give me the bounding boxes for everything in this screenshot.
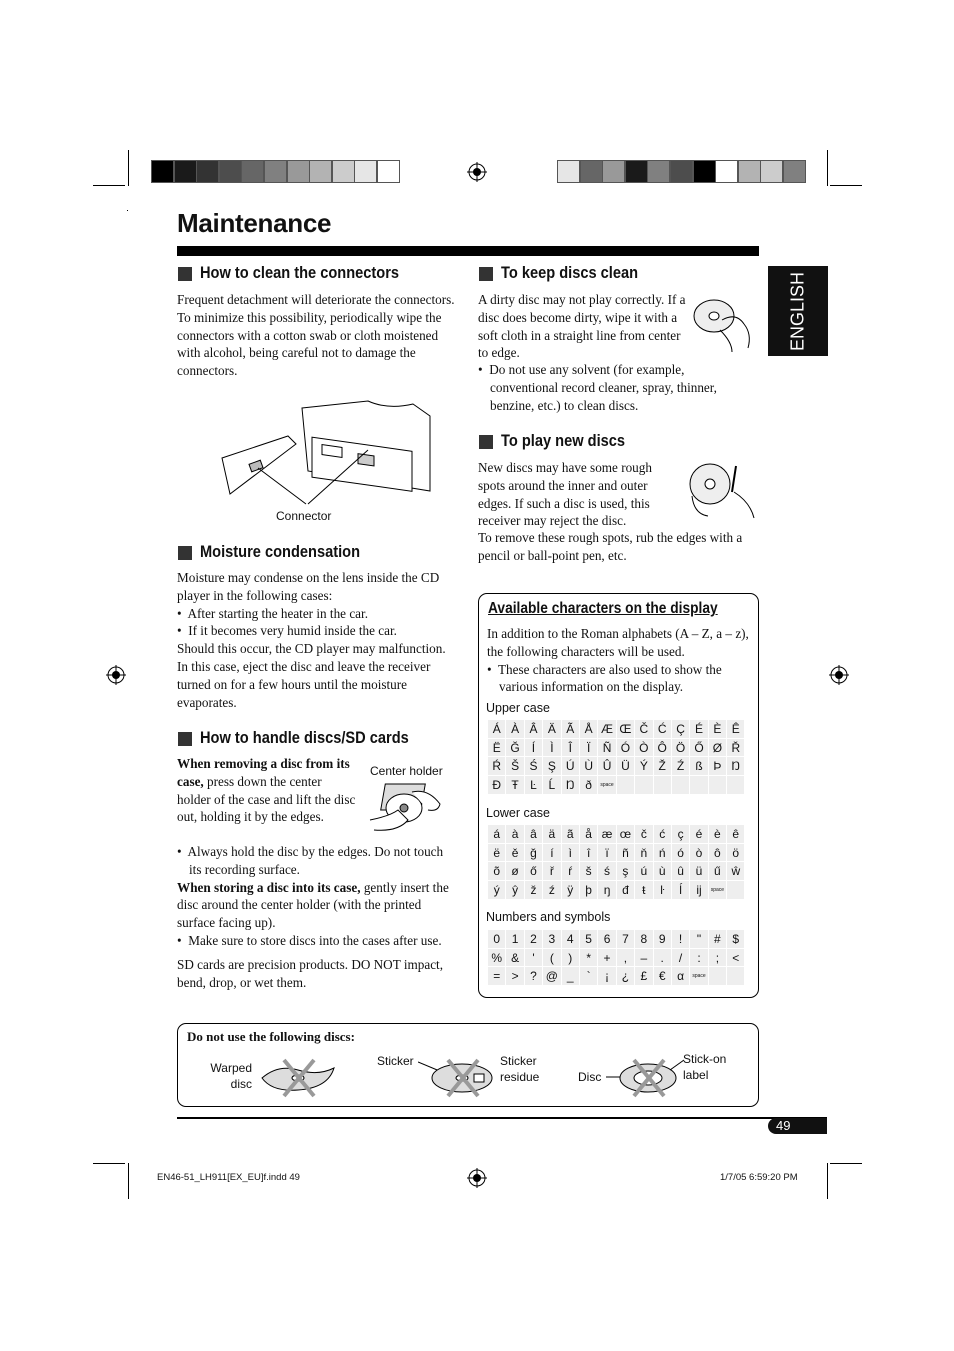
char-cell: ij <box>690 881 708 900</box>
sticker-disc-crossed-icon <box>418 1056 498 1098</box>
color-swatch <box>309 160 332 183</box>
char-cell: þ <box>579 881 597 900</box>
char-cell: space <box>598 776 616 795</box>
char-cell: ô <box>708 843 726 862</box>
color-swatch <box>264 160 287 183</box>
char-cell: ŧ <box>635 881 653 900</box>
char-cell: = <box>488 967 506 986</box>
char-cell: . <box>653 948 671 967</box>
char-cell: Š <box>506 757 524 776</box>
connector-illustration <box>218 396 448 508</box>
char-cell: , <box>616 948 634 967</box>
char-cell: Å <box>579 720 597 739</box>
lower-case-table <box>487 824 745 900</box>
char-cell: " <box>690 930 708 949</box>
char-cell: Ý <box>635 757 653 776</box>
numbers-table <box>487 929 745 986</box>
char-cell: ÿ <box>561 881 579 900</box>
connectors-heading: How to clean the connectors <box>200 263 400 282</box>
char-cell: Û <box>598 757 616 776</box>
char-cell: Ú <box>561 757 579 776</box>
char-cell: Ñ <box>598 738 616 757</box>
handle-heading: How to handle discs/SD cards <box>200 728 409 747</box>
char-cell: # <box>708 930 726 949</box>
char-cell: ç <box>671 825 689 844</box>
page-title: Maintenance <box>177 208 332 238</box>
char-cell: ë <box>488 843 506 862</box>
char-cell <box>690 776 708 795</box>
available-text <box>487 625 749 696</box>
do-not-use-heading: Do not use the following discs: <box>187 1029 355 1044</box>
warped-disc-crossed-icon <box>258 1056 338 1098</box>
char-cell: ŵ <box>727 862 745 881</box>
char-cell: è <box>708 825 726 844</box>
sd-text: SD cards are precision products. DO NOT impact, bend, drop, or wet them. <box>177 956 444 990</box>
page-number: 49 <box>768 1118 827 1134</box>
bottom-rule <box>177 1117 827 1119</box>
registration-mark-icon <box>467 1168 487 1188</box>
char-cell: Ź <box>671 757 689 776</box>
color-swatch <box>647 160 670 183</box>
char-row <box>488 757 745 776</box>
char-cell: 8 <box>635 930 653 949</box>
char-row <box>488 967 745 986</box>
char-cell: ű <box>708 862 726 881</box>
char-cell: ï <box>598 843 616 862</box>
char-cell: Î <box>561 738 579 757</box>
moisture-bullet: • If it becomes very humid inside the car. <box>177 623 397 639</box>
char-cell: ş <box>616 862 634 881</box>
char-cell: À <box>506 720 524 739</box>
char-cell: é <box>690 825 708 844</box>
char-cell: @ <box>543 967 561 986</box>
color-swatch <box>332 160 355 183</box>
char-cell: _ <box>561 967 579 986</box>
removing-bold: When removing a disc from its case, <box>177 756 350 789</box>
color-swatch <box>760 160 783 183</box>
char-cell: û <box>671 862 689 881</box>
char-cell: ź <box>543 881 561 900</box>
char-cell: Ŋ <box>561 776 579 795</box>
color-swatch <box>151 160 174 183</box>
section-marker-icon <box>479 435 493 449</box>
pencil-disc-illustration <box>684 458 758 520</box>
char-cell: ě <box>506 843 524 862</box>
available-heading: Available characters on the display <box>488 600 718 617</box>
char-cell: É <box>690 720 708 739</box>
char-cell: ; <box>708 948 726 967</box>
char-cell: space <box>708 881 726 900</box>
char-cell: à <box>506 825 524 844</box>
color-swatch <box>580 160 603 183</box>
char-cell: ó <box>671 843 689 862</box>
char-cell: Ò <box>635 738 653 757</box>
new-discs-para2: To remove these rough spots, rub the edges with a pencil or ball-point pen, etc. <box>478 530 743 563</box>
char-cell: < <box>727 948 745 967</box>
char-cell: Ù <box>579 757 597 776</box>
crop-mark <box>827 150 828 186</box>
color-swatch <box>241 160 264 183</box>
char-cell: ś <box>598 862 616 881</box>
char-cell: ì <box>561 843 579 862</box>
moisture-heading: Moisture condensation <box>200 542 361 561</box>
char-cell: ŕ <box>561 862 579 881</box>
color-swatch <box>354 160 377 183</box>
char-cell: 4 <box>561 930 579 949</box>
char-cell: * <box>579 948 597 967</box>
char-cell: ğ <box>524 843 542 862</box>
section-marker-icon <box>479 267 493 281</box>
char-cell: 9 <box>653 930 671 949</box>
handle-bullet1: • Always hold the disc by the edges. Do not touch its recording surface. <box>177 844 444 877</box>
crop-mark <box>128 150 129 186</box>
char-cell: î <box>579 843 597 862</box>
char-cell: å <box>579 825 597 844</box>
char-cell: õ <box>488 862 506 881</box>
char-cell: Ŋ <box>727 757 745 776</box>
char-cell: Â <box>524 720 542 739</box>
connectors-para1: Frequent detachment will deteriorate the connectors. <box>177 292 455 307</box>
char-cell: Ő <box>690 738 708 757</box>
char-cell: & <box>506 948 524 967</box>
char-cell: 2 <box>524 930 542 949</box>
char-cell: Ğ <box>506 738 524 757</box>
char-cell: Ã <box>561 720 579 739</box>
color-swatch <box>783 160 806 183</box>
char-cell: ŋ <box>598 881 616 900</box>
handle-text <box>177 843 457 991</box>
char-cell: 1 <box>506 930 524 949</box>
footer-file: EN46-51_LH911[EX_EU]f.indd 49 <box>157 1172 300 1183</box>
char-cell <box>653 776 671 795</box>
char-cell <box>727 967 745 986</box>
char-cell: ý <box>488 881 506 900</box>
disc-case-illustration <box>368 780 448 835</box>
new-discs-heading: To play new discs <box>501 431 626 450</box>
char-cell: ã <box>561 825 579 844</box>
center-holder-label: Center holder <box>370 764 443 778</box>
char-cell: – <box>635 948 653 967</box>
char-cell: Ä <box>543 720 561 739</box>
color-swatch <box>219 160 242 183</box>
char-cell: 5 <box>579 930 597 949</box>
char-cell: ß <box>690 757 708 776</box>
char-cell: ö <box>727 843 745 862</box>
char-cell: Þ <box>708 757 726 776</box>
char-cell: Ĺ <box>543 776 561 795</box>
char-cell: space <box>690 967 708 986</box>
sticker-residue-label: Sticker residue <box>500 1054 540 1084</box>
char-cell: œ <box>616 825 634 844</box>
char-cell: 3 <box>543 930 561 949</box>
char-cell: Ê <box>727 720 745 739</box>
char-cell: ` <box>579 967 597 986</box>
char-cell: ¿ <box>616 967 634 986</box>
char-cell: Ì <box>543 738 561 757</box>
char-cell: $ <box>727 930 745 949</box>
char-cell: Ŕ <box>488 757 506 776</box>
char-cell: Í <box>524 738 542 757</box>
color-swatch <box>670 160 693 183</box>
color-swatch <box>377 160 400 183</box>
color-swatch <box>625 160 648 183</box>
handle-bullet2: • Make sure to store discs into the cases after use. <box>177 932 442 948</box>
char-cell: ? <box>524 967 542 986</box>
char-cell: ( <box>543 948 561 967</box>
char-cell: È <box>708 720 726 739</box>
crop-mark <box>127 210 128 211</box>
char-cell: Ó <box>616 738 634 757</box>
char-cell <box>708 967 726 986</box>
char-cell: ê <box>727 825 745 844</box>
char-cell: Ş <box>543 757 561 776</box>
char-cell <box>671 776 689 795</box>
char-row <box>488 930 745 949</box>
char-cell <box>616 776 634 795</box>
char-cell: ü <box>690 862 708 881</box>
removing-text: press down the center holder of the case and lift the disc out, holding it by the edges. <box>177 773 356 825</box>
upper-case-table <box>487 719 745 795</box>
wiping-disc-illustration <box>692 290 758 354</box>
char-cell: > <box>506 967 524 986</box>
registration-mark-icon <box>106 665 126 685</box>
handle-removing <box>177 755 357 826</box>
lower-case-label: Lower case <box>486 806 550 820</box>
char-cell: Ë <box>488 738 506 757</box>
char-cell: Ć <box>653 720 671 739</box>
color-swatch <box>693 160 716 183</box>
char-row <box>488 843 745 862</box>
storing-bold: When storing a disc into its case, <box>177 879 361 895</box>
char-cell: ĺ <box>671 881 689 900</box>
numbers-label: Numbers and symbols <box>486 910 611 924</box>
char-cell: ø <box>506 862 524 881</box>
char-cell: ń <box>653 843 671 862</box>
section-marker-icon <box>178 546 192 560</box>
char-row <box>488 948 745 967</box>
crop-mark <box>93 1163 125 1164</box>
char-cell: ù <box>653 862 671 881</box>
char-cell: Ü <box>616 757 634 776</box>
section-marker-icon <box>178 267 192 281</box>
char-row <box>488 776 745 795</box>
char-cell <box>708 776 726 795</box>
char-cell: ú <box>635 862 653 881</box>
available-para: In addition to the Roman alphabets (A – Z, a – z), the following characters will be used. <box>487 626 749 659</box>
char-cell: č <box>635 825 653 844</box>
char-cell: Ç <box>671 720 689 739</box>
keep-clean-para: A dirty disc may not play correctly. If a disc does become dirty, wipe it with a soft cloth in a straight line from center to edge. <box>478 292 686 361</box>
char-cell <box>727 881 745 900</box>
char-cell: Đ <box>488 776 506 795</box>
char-cell: / <box>671 948 689 967</box>
sticker-label: Sticker <box>377 1054 414 1068</box>
color-swatch <box>174 160 197 183</box>
char-cell: € <box>653 967 671 986</box>
stickon-label: Stick-on label <box>683 1052 727 1082</box>
char-cell: Ž <box>653 757 671 776</box>
char-cell: % <box>488 948 506 967</box>
upper-case-label: Upper case <box>486 701 550 715</box>
storing-text: gently insert the disc around the center holder (with the printed surface facing up). <box>177 879 449 931</box>
char-cell: š <box>579 862 597 881</box>
registration-mark-icon <box>467 162 487 182</box>
crop-mark <box>830 185 862 186</box>
footer-timestamp: 1/7/05 6:59:20 PM <box>720 1172 798 1183</box>
char-cell: ñ <box>616 843 634 862</box>
title-rule <box>177 246 759 256</box>
char-row <box>488 738 745 757</box>
char-cell: ŷ <box>506 881 524 900</box>
char-cell: 6 <box>598 930 616 949</box>
char-row <box>488 881 745 900</box>
moisture-text <box>177 569 457 711</box>
char-cell: ř <box>543 862 561 881</box>
char-cell: ä <box>543 825 561 844</box>
char-cell: ž <box>524 881 542 900</box>
moisture-outro: Should this occur, the CD player may malfunction. In this case, eject the disc and leave the receiver turned on for a few hours until the moisture evaporates. <box>177 641 446 710</box>
char-cell: Á <box>488 720 506 739</box>
connectors-para2: To minimize this possibility, periodically wipe the connectors with a cotton swab or cloth moistened with alcohol, being careful not to damage the connectors. <box>177 309 442 379</box>
char-cell: £ <box>635 967 653 986</box>
disc-label: Disc <box>578 1070 602 1084</box>
registration-mark-icon <box>829 665 849 685</box>
char-cell: ) <box>561 948 579 967</box>
char-cell: Ś <box>524 757 542 776</box>
available-bullet: • These characters are also used to show the various information on the display. <box>487 661 722 695</box>
color-swatch <box>196 160 219 183</box>
char-cell: + <box>598 948 616 967</box>
char-row <box>488 862 745 881</box>
new-discs-para1: New discs may have some rough spots around the inner and outer edges. If such a disc is used, this receiver may reject the disc. <box>478 460 652 529</box>
char-cell: Ö <box>671 738 689 757</box>
stickon-disc-crossed-icon <box>606 1056 686 1098</box>
color-swatch <box>557 160 580 183</box>
char-cell: Ï <box>579 738 597 757</box>
char-cell: ň <box>635 843 653 862</box>
char-cell: Č <box>635 720 653 739</box>
section-marker-icon <box>178 732 192 746</box>
char-cell: đ <box>616 881 634 900</box>
moisture-bullet: • After starting the heater in the car. <box>177 605 369 621</box>
char-cell: : <box>690 948 708 967</box>
char-cell: á <box>488 825 506 844</box>
language-tab: ENGLISH <box>768 266 828 356</box>
char-row <box>488 825 745 844</box>
char-cell: Ô <box>653 738 671 757</box>
keep-clean-bullet: • Do not use any solvent (for example, conventional record cleaner, spray, thinner, benzine, etc.) to clean discs. <box>478 362 717 413</box>
color-swatch <box>715 160 738 183</box>
char-cell: Ø <box>708 738 726 757</box>
crop-mark <box>827 1163 828 1199</box>
char-cell: ő <box>524 862 542 881</box>
char-cell: ò <box>690 843 708 862</box>
char-cell: 0 <box>488 930 506 949</box>
char-cell: ¡ <box>598 967 616 986</box>
crop-mark <box>128 1163 129 1199</box>
char-cell: Œ <box>616 720 634 739</box>
char-cell: í <box>543 843 561 862</box>
char-cell: Æ <box>598 720 616 739</box>
char-cell <box>635 776 653 795</box>
moisture-intro: Moisture may condense on the lens inside the CD player in the following cases: <box>177 570 440 603</box>
char-cell: æ <box>598 825 616 844</box>
char-cell: Ř <box>727 738 745 757</box>
color-swatch <box>602 160 625 183</box>
char-cell: Ŧ <box>506 776 524 795</box>
char-cell: ŀ <box>653 881 671 900</box>
char-cell: ć <box>653 825 671 844</box>
char-row <box>488 720 745 739</box>
char-cell: ' <box>524 948 542 967</box>
char-cell: â <box>524 825 542 844</box>
char-cell: 7 <box>616 930 634 949</box>
char-cell: α <box>671 967 689 986</box>
crop-mark <box>830 1163 862 1164</box>
connectors-text <box>177 291 457 380</box>
warped-disc-label: Warped disc <box>210 1061 252 1091</box>
keep-clean-heading: To keep discs clean <box>501 263 639 282</box>
char-cell: ð <box>579 776 597 795</box>
crop-mark <box>93 185 125 186</box>
connector-label: Connector <box>276 509 332 523</box>
char-cell: ! <box>671 930 689 949</box>
char-cell <box>727 776 745 795</box>
color-swatch <box>738 160 761 183</box>
color-swatch <box>287 160 310 183</box>
char-cell: Ŀ <box>524 776 542 795</box>
